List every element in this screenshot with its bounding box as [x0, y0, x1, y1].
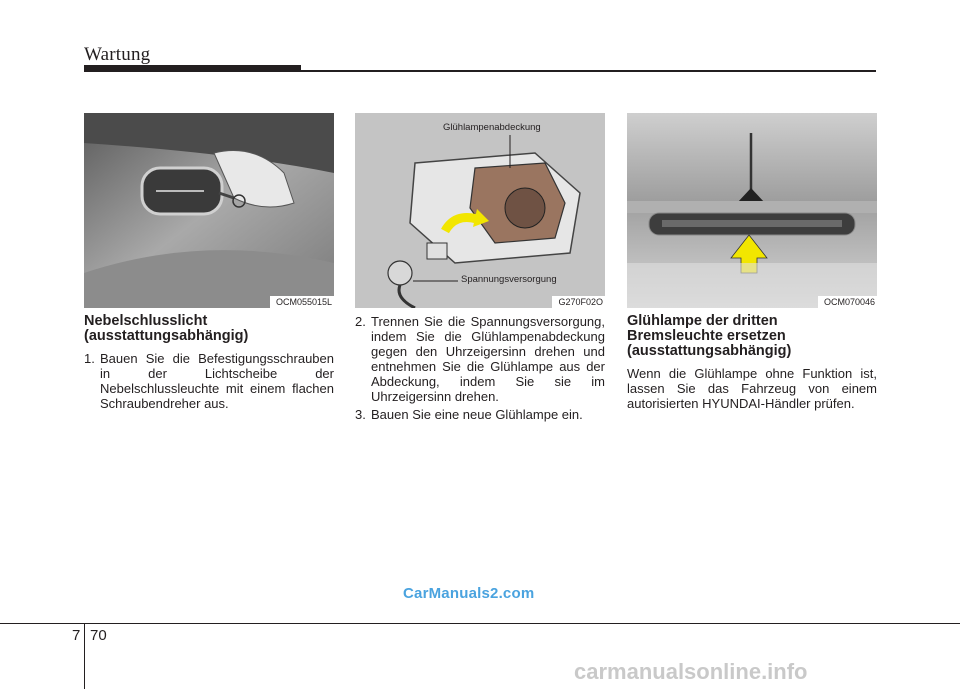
paragraph-brake-light: Wenn die Glühlampe ohne Funktion ist, lassen Sie das Fahrzeug von einem autorisierten HYUNDAI-Händler prüfen. — [627, 366, 877, 411]
figure-brake-light — [627, 113, 877, 308]
step-number: 2. — [355, 314, 366, 329]
heading-brake-light: Glühlampe der dritten Bremsleuchte ersetzen (ausstattungsabhängig) — [627, 313, 792, 359]
column-2 — [355, 314, 605, 422]
header-rule-thin — [301, 70, 876, 72]
step-number: 1. — [84, 351, 95, 366]
step-2 — [355, 314, 605, 404]
figure-code: OCM055015L — [270, 296, 334, 308]
footer-divider — [84, 623, 85, 689]
step-text: Bauen Sie die Befestigungsschrauben in der Lichtscheibe der Nebelschlussleuchte mit einem flachen Schraubendreher aus. — [100, 351, 334, 411]
figure-lamp-socket — [355, 113, 605, 308]
step-text: Bauen Sie eine neue Glühlampe ein. — [371, 407, 583, 422]
figure-code: OCM070046 — [818, 296, 877, 308]
watermark-carmanualsonline: carmanualsonline.info — [574, 659, 808, 684]
brake-light-illustration — [627, 113, 877, 308]
footer-rule — [0, 623, 960, 624]
callout-power-supply: Spannungsversorgung — [461, 274, 557, 285]
header-rule-thick — [84, 65, 301, 72]
figure-fog-lamp — [84, 113, 334, 308]
callout-bulb-cover: Glühlampenabdeckung — [443, 122, 541, 133]
page-number: 70 — [90, 627, 107, 644]
heading-fog-lamp: Nebelschlusslicht (ausstattungsabhängig) — [84, 313, 249, 344]
figure-code: G270F02O — [552, 296, 605, 308]
column-1 — [84, 314, 334, 411]
chapter-number: 7 — [72, 627, 81, 644]
step-1 — [84, 351, 334, 411]
step-3 — [355, 407, 605, 422]
column-3 — [627, 314, 877, 411]
section-title: Wartung — [84, 44, 151, 65]
step-number: 3. — [355, 407, 366, 422]
watermark-link-carmanuals2[interactable]: CarManuals2.com — [403, 585, 535, 602]
fog-lamp-illustration — [84, 113, 334, 308]
step-text: Trennen Sie die Spannungsversorgung, indem Sie die Glühlampenabdeckung gegen den Uhrzeigersinn drehen und entnehmen Sie die Glühlampe aus der Abdeckung, indem Sie sie im Uhrzeigersinn drehen. — [371, 314, 605, 404]
